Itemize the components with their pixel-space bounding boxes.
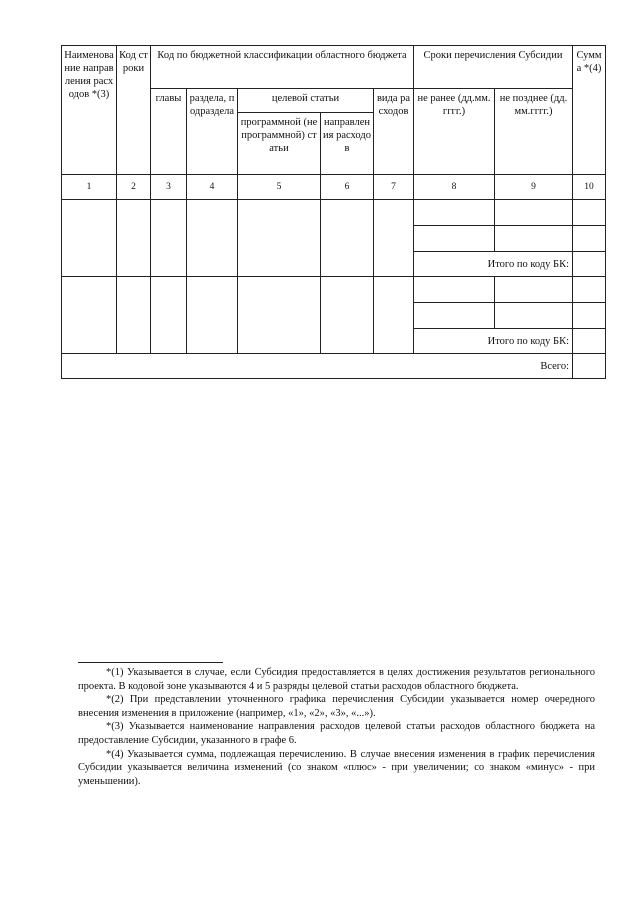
header-expense-type: вида расходов <box>374 89 414 175</box>
table-row <box>62 200 606 226</box>
header-transfer-dates: Сроки перечисления Субсидии <box>414 46 573 89</box>
header-program-article: программной (непрограммной) статьи <box>238 113 321 175</box>
column-number: 6 <box>321 175 374 200</box>
table-cell[interactable] <box>414 277 495 303</box>
total-label: Всего: <box>62 354 573 379</box>
header-chapter: главы <box>151 89 187 175</box>
table-cell[interactable] <box>187 277 238 354</box>
column-number: 8 <box>414 175 495 200</box>
table-cell[interactable] <box>62 200 117 277</box>
table-cell[interactable] <box>151 277 187 354</box>
table-cell[interactable] <box>495 303 573 329</box>
column-number: 3 <box>151 175 187 200</box>
column-number: 4 <box>187 175 238 200</box>
header-target-article: целевой статьи <box>238 89 374 113</box>
table-row <box>62 277 606 303</box>
subtotal-label: Итого по коду БК: <box>414 252 573 277</box>
footnote-4: *(4) Указывается сумма, подлежащая перечислению. В случае внесения изменения в график перечисления Субсидии указывается величина изменений (со знаком «плюс» - при увеличении; со знаком «минус» - при уменьшении). <box>78 748 595 787</box>
footnote-2: *(2) При представлении уточненного графика перечисления Субсидии указывается номер очередного внесения изменения в приложение (например, «1», «2», «3», «...»). <box>78 694 595 719</box>
footnote-3: *(3) Указывается наименование направления расходов целевой статьи расходов областного бюджета на предоставление Субсидии, указанного в графе 6. <box>78 721 595 746</box>
subtotal-amount-cell[interactable] <box>573 252 606 277</box>
subtotal-amount-cell[interactable] <box>573 329 606 354</box>
column-number-row <box>62 175 606 200</box>
header-row-code: Код строки <box>117 46 151 175</box>
table-cell[interactable] <box>238 200 321 277</box>
total-row <box>62 354 606 379</box>
column-number: 1 <box>62 175 117 200</box>
table-cell[interactable] <box>495 226 573 252</box>
column-number: 7 <box>374 175 414 200</box>
table-cell[interactable] <box>414 226 495 252</box>
table-cell[interactable] <box>62 277 117 354</box>
table-cell[interactable] <box>573 303 606 329</box>
column-number: 9 <box>495 175 573 200</box>
total-amount-cell[interactable] <box>573 354 606 379</box>
column-number: 5 <box>238 175 321 200</box>
table-cell[interactable] <box>495 200 573 226</box>
header-section: раздела, подраздела <box>187 89 238 175</box>
footnote-1: *(1) Указывается в случае, если Субсидия предоставляется в целях достижения результатов регионального проекта. В кодовой зоне указываются 4 и 5 разряды целевой статьи расходов областного бюджета. <box>78 667 595 692</box>
table-cell[interactable] <box>374 200 414 277</box>
table-cell[interactable] <box>238 277 321 354</box>
footnote-separator <box>78 662 223 663</box>
table-cell[interactable] <box>117 277 151 354</box>
table-cell[interactable] <box>573 277 606 303</box>
column-number: 10 <box>573 175 606 200</box>
table-cell[interactable] <box>414 200 495 226</box>
table-cell[interactable] <box>117 200 151 277</box>
table-cell[interactable] <box>187 200 238 277</box>
table-cell[interactable] <box>495 277 573 303</box>
header-expense-direction-code: направления расходов <box>321 113 374 175</box>
header-budget-classification: Код по бюджетной классификации областного бюджета <box>151 46 414 89</box>
column-number: 2 <box>117 175 151 200</box>
subtotal-label: Итого по коду БК: <box>414 329 573 354</box>
table-cell[interactable] <box>374 277 414 354</box>
table-cell[interactable] <box>151 200 187 277</box>
table-cell[interactable] <box>573 200 606 226</box>
table-cell[interactable] <box>321 277 374 354</box>
header-expense-direction: Наименование направления расходов *(3) <box>62 46 117 175</box>
header-amount: Сумма *(4) <box>573 46 606 175</box>
table-cell[interactable] <box>573 226 606 252</box>
table-cell[interactable] <box>321 200 374 277</box>
footnotes <box>78 662 595 788</box>
table-cell[interactable] <box>414 303 495 329</box>
header-not-earlier: не ранее (дд.мм.гггг.) <box>414 89 495 175</box>
subsidy-schedule-table <box>61 45 606 379</box>
header-row-1 <box>62 46 606 89</box>
header-not-later: не позднее (дд.мм.гггг.) <box>495 89 573 175</box>
